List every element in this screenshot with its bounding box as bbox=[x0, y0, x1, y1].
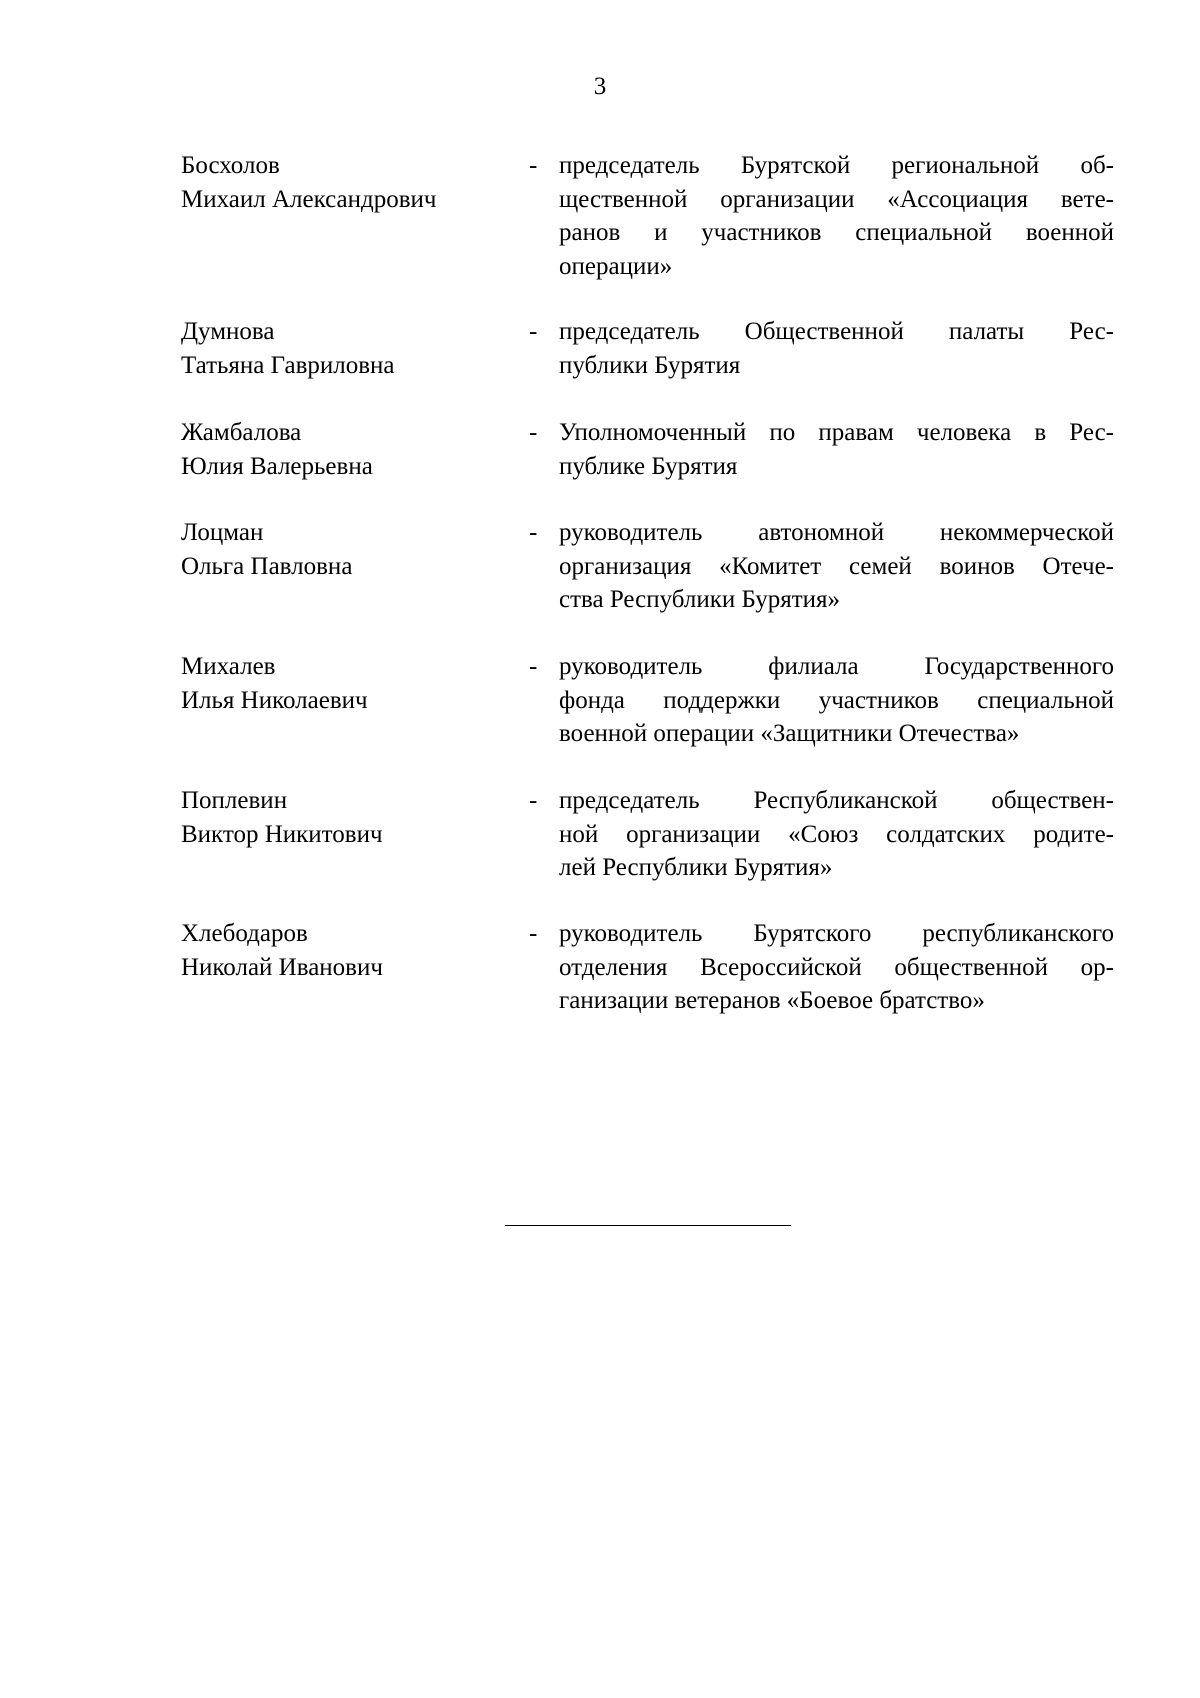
member-name bbox=[181, 149, 511, 216]
member-surname: Лоцман bbox=[181, 519, 264, 546]
separator-dash: - bbox=[529, 787, 538, 814]
member-name bbox=[181, 650, 511, 717]
member-given-names: Виктор Никитович bbox=[181, 820, 383, 848]
role-line: публики Бурятия bbox=[559, 351, 741, 379]
role-line: ства Республики Бурятия» bbox=[559, 586, 841, 613]
separator-dash: - bbox=[529, 419, 538, 446]
member-given-names: Юлия Валерьевна bbox=[181, 452, 373, 480]
role-line: Уполномоченный по правам человека в Рес- bbox=[559, 419, 1114, 446]
member-surname: Думнова bbox=[181, 318, 275, 345]
member-surname: Михалев bbox=[181, 653, 276, 680]
member-role bbox=[559, 516, 1114, 617]
member-role bbox=[559, 315, 1114, 382]
role-line: руководитель филиала Государственного bbox=[559, 653, 1114, 680]
member-name bbox=[181, 516, 511, 583]
member-given-names: Николай Иванович bbox=[181, 953, 383, 981]
role-line: отделения Всероссийской общественной ор- bbox=[559, 953, 1114, 981]
role-line: ганизации ветеранов «Боевое братство» bbox=[559, 987, 985, 1014]
role-line: ранов и участников специальной военной bbox=[559, 219, 1114, 246]
closing-rule bbox=[505, 1225, 791, 1226]
member-given-names: Илья Николаевич bbox=[181, 686, 368, 714]
separator-dash: - bbox=[529, 152, 538, 179]
separator-dash: - bbox=[529, 318, 538, 345]
role-line: фонда поддержки участников специальной bbox=[559, 686, 1114, 714]
member-name bbox=[181, 416, 511, 483]
member-surname: Поплевин bbox=[181, 787, 288, 814]
role-line: председатель Бурятской региональной об- bbox=[559, 152, 1114, 179]
member-role bbox=[559, 917, 1114, 1018]
separator-dash: - bbox=[529, 519, 538, 546]
member-role bbox=[559, 416, 1114, 483]
role-line: щественной организации «Ассоциация вете- bbox=[559, 185, 1114, 213]
separator-dash: - bbox=[529, 653, 538, 680]
role-line: ной организации «Союз солдатских родите- bbox=[559, 820, 1114, 848]
role-line: председатель Республиканской обществен- bbox=[559, 787, 1114, 814]
role-line: публике Бурятия bbox=[559, 452, 738, 480]
role-line: председатель Общественной палаты Рес- bbox=[559, 318, 1114, 345]
role-line: военной операции «Защитники Отечества» bbox=[559, 720, 1020, 747]
page-number: 3 bbox=[593, 73, 607, 100]
role-line: операции» bbox=[559, 252, 673, 280]
member-given-names: Михаил Александрович bbox=[181, 185, 437, 213]
role-line: лей Республики Бурятия» bbox=[559, 854, 833, 881]
member-name bbox=[181, 917, 511, 984]
member-role bbox=[559, 650, 1114, 751]
member-surname: Хлебодаров bbox=[181, 920, 308, 947]
member-given-names: Ольга Павловна bbox=[181, 552, 353, 580]
role-line: руководитель Бурятского республиканского bbox=[559, 920, 1114, 947]
member-surname: Жамбалова bbox=[181, 419, 302, 446]
member-role bbox=[559, 784, 1114, 885]
separator-dash: - bbox=[529, 920, 538, 947]
role-line: организация «Комитет семей воинов Отече- bbox=[559, 552, 1114, 580]
member-name bbox=[181, 315, 511, 382]
member-name bbox=[181, 784, 511, 851]
member-role bbox=[559, 149, 1114, 283]
member-given-names: Татьяна Гавриловна bbox=[181, 351, 395, 379]
member-surname: Босхолов bbox=[181, 152, 280, 179]
role-line: руководитель автономной некоммерческой bbox=[559, 519, 1114, 546]
